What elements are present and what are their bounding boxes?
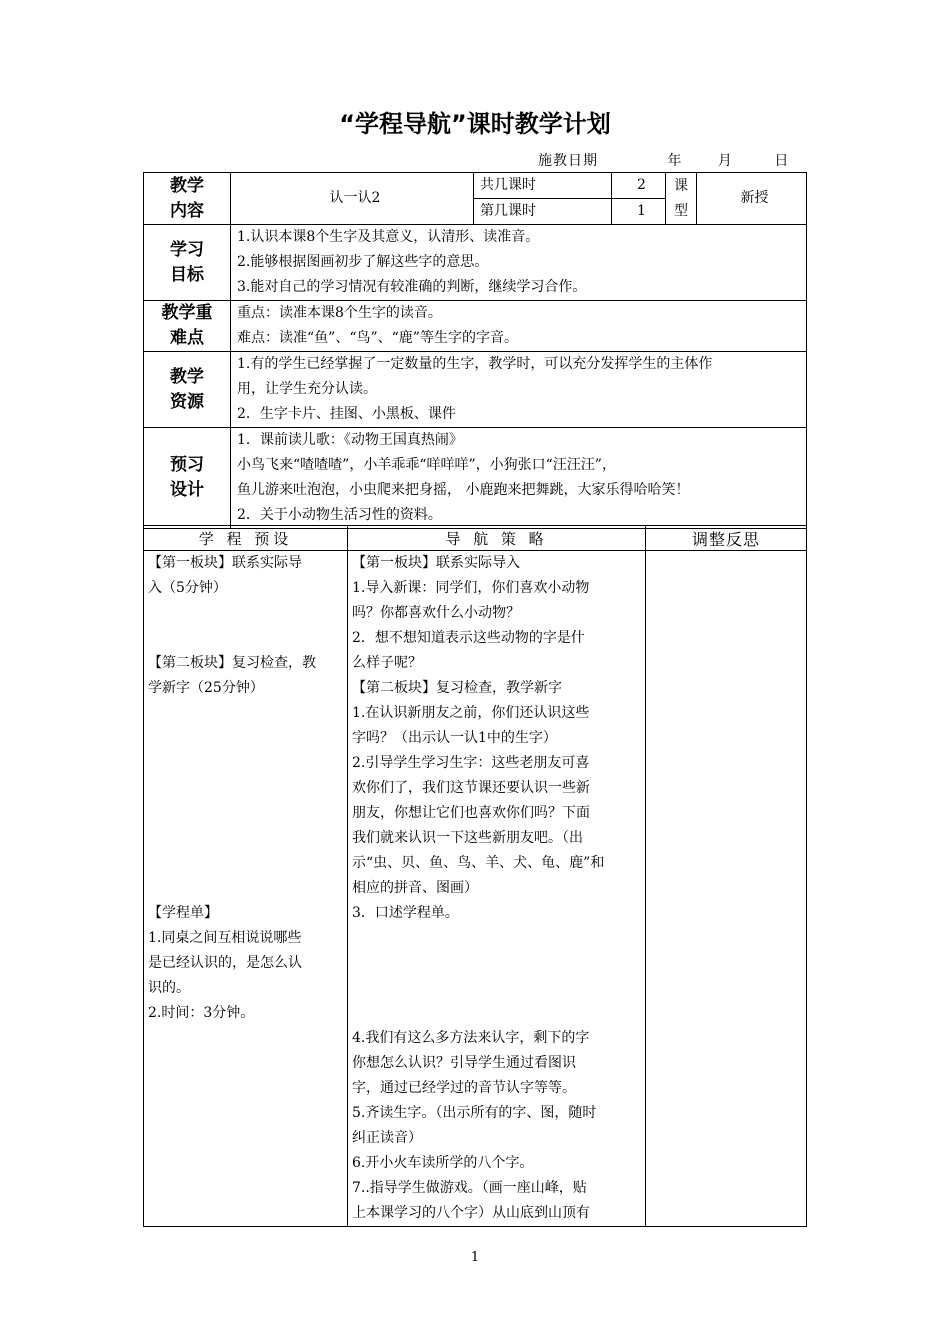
strategy-line: 2.引导学生学习生字：这些老朋友可喜 <box>352 755 590 771</box>
resource-item: 用，让学生充分认读。 <box>237 381 377 397</box>
strategy-line: 【第二板块】复习检查，教学新字 <box>352 680 562 696</box>
page-title: “学程导航”课时教学计划 <box>339 110 611 138</box>
preview-item: 小鸟飞来“喳喳喳”，小羊乖乖“咩咩咩”，小狗张口“汪汪汪”， <box>237 457 616 473</box>
strategy-line: 6.开小火车读所学的八个字。 <box>352 1155 534 1171</box>
header-learning-preset: 学 程 预设 <box>144 526 348 551</box>
strategy-line: 欢你们了，我们这节课还要认识一些新 <box>352 780 590 796</box>
key-point-item: 难点：读准“鱼”、“鸟”、“鹿”等生字的字音。 <box>237 330 518 346</box>
strategy-line: 上本课学习的八个字）从山底到山顶有 <box>352 1205 590 1221</box>
preset-line: 是已经认识的，是怎么认 <box>148 955 302 971</box>
preset-line: 识的。 <box>148 980 190 996</box>
preset-line: 1.同桌之间互相说说哪些 <box>148 930 302 946</box>
resource-item: 2．生字卡片、挂图、小黑板、课件 <box>237 406 456 422</box>
preset-line: 【第一板块】联系实际导 <box>148 555 302 571</box>
lesson-name: 认一认2 <box>231 173 474 225</box>
strategy-line: 1.在认识新朋友之前，你们还认识这些 <box>352 705 590 721</box>
strategy-line: 纠正读音） <box>352 1130 422 1146</box>
preview-item: 鱼儿游来吐泡泡，小虫爬来把身摇， 小鹿跑来把舞跳，大家乐得哈哈笑！ <box>237 482 690 498</box>
preview-item: 2．关于小动物生活习性的资料。 <box>237 507 442 523</box>
total-hours-label: 共几课时 <box>474 173 612 199</box>
preset-line: 学新字（25分钟） <box>148 680 264 696</box>
key-points-list <box>231 301 807 352</box>
preset-line: 2.时间：3分钟。 <box>148 1005 255 1021</box>
content-label: 教学 内容 <box>144 173 231 225</box>
preset-line: 【第二板块】复习检查，教 <box>148 655 316 671</box>
learning-preset-column <box>144 551 348 1227</box>
strategy-line: 7..指导学生做游戏。（画一座山峰，贴 <box>352 1180 587 1196</box>
header-navigation-strategy: 导 航 策 略 <box>348 526 646 551</box>
header-reflection: 调整反思 <box>646 526 807 551</box>
strategy-line: 朋友，你想让它们也喜欢你们吗？下面 <box>352 805 590 821</box>
nth-hour-label: 第几课时 <box>474 199 612 225</box>
key-points-label: 教学重 难点 <box>144 301 231 352</box>
lesson-process-table <box>143 525 807 1227</box>
strategy-line: 字吗？（出示认一认1中的生字） <box>352 730 557 746</box>
strategy-line: 么样子呢？ <box>352 655 422 671</box>
date-label: 施教日期 <box>538 153 598 169</box>
key-point-item: 重点：读准本课8个生字的读音。 <box>237 305 442 321</box>
strategy-line: 相应的拼音、图画） <box>352 880 478 896</box>
strategy-line: 示“虫、贝、鱼、鸟、羊、犬、龟、鹿”和 <box>352 855 605 871</box>
lesson-info-table <box>143 172 807 529</box>
total-hours-value: 2 <box>612 173 666 199</box>
strategy-line: 【第一板块】联系实际导入 <box>352 555 520 571</box>
strategy-line: 你想怎么认识？引导学生通过看图识 <box>352 1055 576 1071</box>
page-number: 1 <box>470 1250 480 1265</box>
type-value: 新授 <box>697 173 807 225</box>
strategy-line: 2．想不想知道表示这些动物的字是什 <box>352 630 585 646</box>
preview-list <box>231 428 807 529</box>
strategy-line: 字，通过已经学过的音节认字等等。 <box>352 1080 576 1096</box>
date-line <box>538 150 789 170</box>
goal-item: 3.能对自己的学习情况有较准确的判断，继续学习合作。 <box>237 279 587 295</box>
goal-item: 2.能够根据图画初步了解这些字的意思。 <box>237 254 489 270</box>
strategy-line: 4.我们有这么多方法来认字，剩下的字 <box>352 1030 590 1046</box>
navigation-strategy-column <box>348 551 646 1227</box>
type-label: 课 型 <box>666 173 697 225</box>
preset-line: 入（5分钟） <box>148 580 227 596</box>
resource-item: 1.有的学生已经掌握了一定数量的生字，教学时，可以充分发挥学生的主体作 <box>237 356 713 372</box>
date-day: 日 <box>774 153 790 169</box>
date-month: 月 <box>717 153 733 169</box>
preview-item: 1．课前读儿歌：《动物王国真热闹》 <box>237 432 463 448</box>
resources-label: 教学 资源 <box>144 352 231 428</box>
goals-list <box>231 225 807 301</box>
resources-list <box>231 352 807 428</box>
reflection-column <box>646 551 807 1227</box>
strategy-line: 我们就来认识一下这些新朋友吧。（出 <box>352 830 583 846</box>
strategy-line: 吗？你都喜欢什么小动物？ <box>352 605 520 621</box>
goals-label: 学习 目标 <box>144 225 231 301</box>
date-year: 年 <box>667 153 683 169</box>
goal-item: 1.认识本课8个生字及其意义，认清形、读准音。 <box>237 229 540 245</box>
preset-line: 【学程单】 <box>148 905 218 921</box>
strategy-line: 1.导入新课：同学们，你们喜欢小动物 <box>352 580 590 596</box>
nth-hour-value: 1 <box>612 199 666 225</box>
strategy-line: 3．口述学程单。 <box>352 905 459 921</box>
strategy-line: 5.齐读生字。（出示所有的字、图，随时 <box>352 1105 597 1121</box>
preview-label: 预习 设计 <box>144 428 231 529</box>
